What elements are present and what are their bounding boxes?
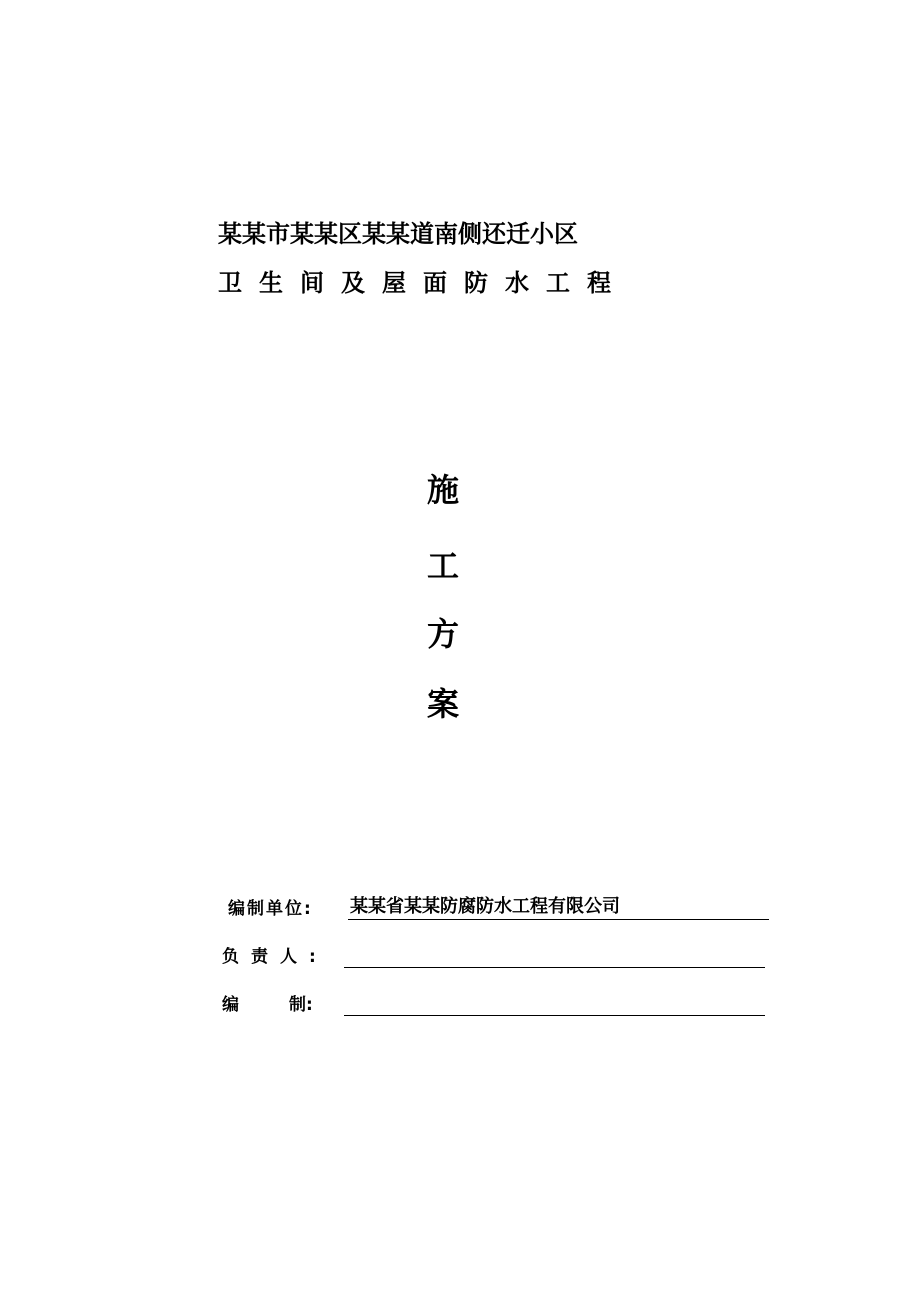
project-name-line-2: 卫生间及屋面防水工程 (218, 269, 628, 297)
doc-title-char-2: 工 (426, 547, 459, 585)
compiling-unit-label: 编制单位: (228, 899, 313, 919)
compiling-unit-value: 某某省某某防腐防水工程有限公司 (350, 896, 620, 917)
editor-label (222, 994, 313, 1016)
doc-title-char-4: 案 (426, 685, 459, 723)
editor-underline (344, 1015, 765, 1016)
compiling-unit-underline (348, 919, 769, 920)
responsible-person-label: 负责人: (222, 947, 328, 967)
project-name-line-1: 某某市某某区某某道南侧还迁小区 (218, 220, 578, 248)
doc-title-char-3: 方 (426, 615, 459, 653)
editor-label-part-2: 制: (289, 995, 313, 1015)
responsible-person-underline (344, 967, 765, 968)
editor-label-part-1: 编 (222, 995, 239, 1015)
doc-title-char-1: 施 (426, 471, 459, 509)
